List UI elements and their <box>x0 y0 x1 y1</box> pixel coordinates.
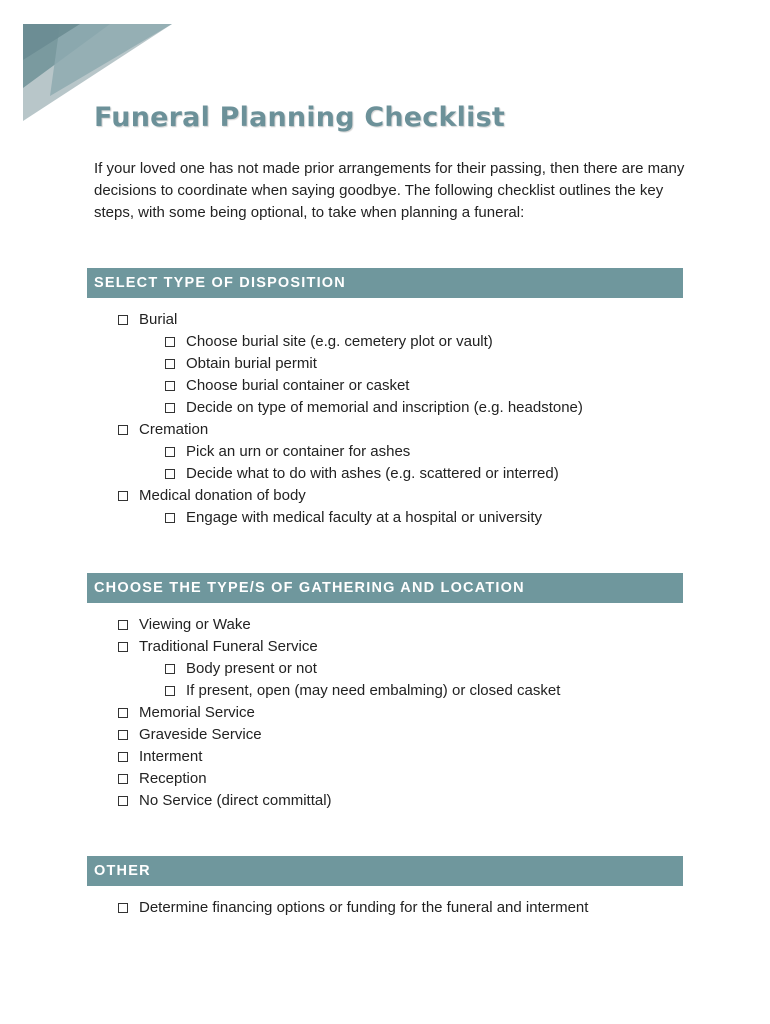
checklist-item <box>118 746 560 768</box>
section-heading-gathering: CHOOSE THE TYPE/S OF GATHERING AND LOCATION <box>87 573 683 603</box>
checkbox[interactable] <box>118 491 128 501</box>
checkbox[interactable] <box>165 664 175 674</box>
checklist-item-label: Determine financing options or funding for the funeral and interment <box>139 899 589 916</box>
checklist-subitem <box>118 397 583 419</box>
checklist-subitem <box>118 375 583 397</box>
checklist-item-label: Cremation <box>139 421 209 438</box>
checklist-item-label: Reception <box>139 770 207 787</box>
checklist-item-label: Decide on type of memorial and inscription (e.g. headstone) <box>186 399 583 416</box>
checkbox[interactable] <box>118 796 128 806</box>
checklist-item <box>118 724 560 746</box>
checklist-item <box>118 636 560 658</box>
checklist-subitem <box>118 507 583 529</box>
checklist-item-label: Traditional Funeral Service <box>139 638 318 655</box>
checkbox[interactable] <box>165 686 175 696</box>
checklist-other <box>118 897 588 919</box>
checklist-item-label: Graveside Service <box>139 726 262 743</box>
checkbox[interactable] <box>118 315 128 325</box>
checklist-subitem <box>118 680 560 702</box>
checklist-subitem <box>118 331 583 353</box>
checkbox[interactable] <box>165 381 175 391</box>
checkbox[interactable] <box>165 403 175 413</box>
checkbox[interactable] <box>118 774 128 784</box>
checklist-item <box>118 897 588 919</box>
checklist-item <box>118 702 560 724</box>
checklist-item-label: Burial <box>139 311 178 328</box>
checklist-item-label: Choose burial container or casket <box>186 377 410 394</box>
checklist-item-label: Engage with medical faculty at a hospital or university <box>186 509 543 526</box>
checklist-item-label: Obtain burial permit <box>186 355 317 372</box>
checklist-subitem <box>118 463 583 485</box>
intro-paragraph: If your loved one has not made prior arrangements for their passing, then there are many decisions to coordinate when saying goodbye. The following checklist outlines the key steps, with some being optional, to take when planning a funeral: <box>94 160 685 221</box>
checkbox[interactable] <box>165 469 175 479</box>
checklist-item-label: No Service (direct committal) <box>139 792 332 809</box>
checklist-subitem <box>118 353 583 375</box>
checklist-item-label: Medical donation of body <box>139 487 306 504</box>
checkbox[interactable] <box>118 730 128 740</box>
checklist-item <box>118 790 560 812</box>
checkbox[interactable] <box>118 620 128 630</box>
checklist-item <box>118 419 583 441</box>
checklist-item-label: Viewing or Wake <box>139 616 251 633</box>
checklist-item <box>118 309 583 331</box>
page-title: Funeral Planning Checklist <box>94 102 505 133</box>
checklist-gathering <box>118 614 560 812</box>
checklist-item <box>118 768 560 790</box>
checklist-item-label: Decide what to do with ashes (e.g. scattered or interred) <box>186 465 559 482</box>
checkbox[interactable] <box>165 513 175 523</box>
checklist-item-label: Memorial Service <box>139 704 255 721</box>
checkbox[interactable] <box>165 447 175 457</box>
checklist-subitem <box>118 658 560 680</box>
checkbox[interactable] <box>118 752 128 762</box>
section-heading-disposition: SELECT TYPE OF DISPOSITION <box>87 268 683 298</box>
checklist-item <box>118 614 560 636</box>
section-heading-other: OTHER <box>87 856 683 886</box>
checkbox[interactable] <box>118 903 128 913</box>
checkbox[interactable] <box>165 337 175 347</box>
checklist-subitem <box>118 441 583 463</box>
checkbox[interactable] <box>118 425 128 435</box>
checkbox[interactable] <box>118 642 128 652</box>
checklist-item-label: Body present or not <box>186 660 317 677</box>
checklist-item-label: If present, open (may need embalming) or closed casket <box>186 682 561 699</box>
checklist-disposition <box>118 309 583 529</box>
checkbox[interactable] <box>118 708 128 718</box>
checkbox[interactable] <box>165 359 175 369</box>
checklist-item-label: Pick an urn or container for ashes <box>186 443 411 460</box>
checklist-item-label: Interment <box>139 748 203 765</box>
checklist-item-label: Choose burial site (e.g. cemetery plot or vault) <box>186 333 493 350</box>
checklist-item <box>118 485 583 507</box>
